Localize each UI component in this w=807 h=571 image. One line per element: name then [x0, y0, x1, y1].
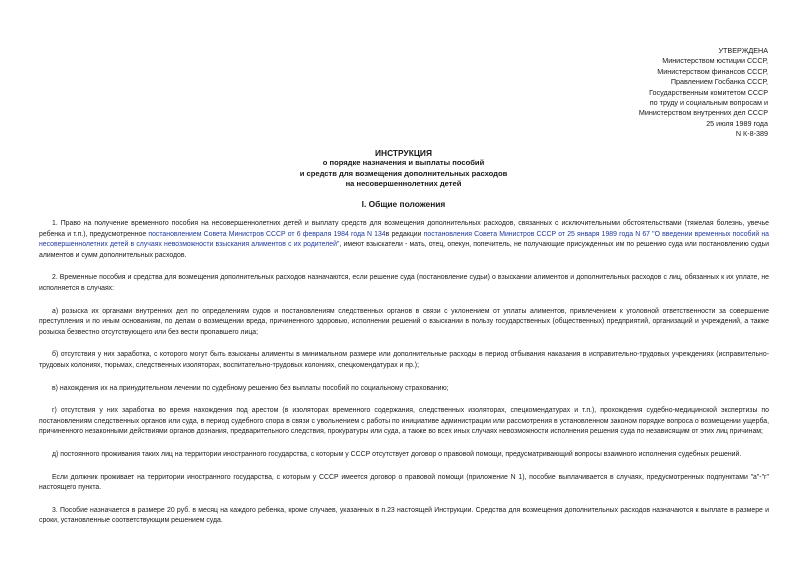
paragraph-2: 2. Временные пособия и средства для возмещения дополнительных расходов назначаются, если решение суда (постановление судьи) о взыскании алиментов и дополнительных расходов с лиц, обязанных к их уплате, не исполняется в случаях:: [39, 274, 769, 292]
paragraph-2a: а) розыска их органами внутренних дел по определениям судов и постановлениям следственных органов в связи с уклонением от уплаты алиментов, привлечением к уголовной ответственности за совершение преступления и по иным основаниям, по делам о возмещении вреда, причиненного здоровью, исполнении решений о взыскании в пользу государственных (общественных) предприятий, организаций и учреждений, а также розыска безвестно отсутствующего или без вести пропавшего лица;: [39, 307, 769, 336]
approval-line: Правлением Госбанка СССР,: [670, 77, 768, 87]
title-line: о порядке назначения и выплаты пособий: [322, 158, 485, 168]
document-body: [39, 219, 769, 531]
paragraph-text: , имеют взыскатели - мать, отец, опекун, попечитель, не получающие присужденных им по решению суда или постановлению судьи алиментов и сумм дополнительных расходов.: [39, 241, 769, 259]
paragraph-3: 3. Пособие назначается в размере 20 руб. в месяц на каждого ребенка, кроме случаев, указанных в п.23 настоящей Инструкции. Средства для возмещения дополнительных расходов назначаются к выплате в размере и сроки, установленные соответствующим решением суда.: [39, 506, 769, 525]
paragraph-1: [39, 219, 769, 261]
approval-line: Министерством внутренних дел СССР: [638, 108, 768, 118]
decree-1989-link[interactable]: постановления Совета Министров СССР от 25 января 1989 года N 67 "О введении временных пособий на несовершеннолетних детей в случаях невозможности взыскания алиментов с их родителей": [39, 230, 769, 249]
paragraph-text: в редакции: [385, 230, 424, 238]
approval-line: УТВЕРЖДЕНА: [718, 46, 768, 55]
paragraph-2g: г) отсутствия у них заработка во время нахождения под арестом (в изоляторах временного содержания, следственных изоляторах, спецкомендатурах и т.п.), прохождения судебно-медицинской экспертизы по постановлениям следственных органов или суда, в период судебного спора в связи с увольнением с работы по инициативе администрации или рассмотрения в установленном законом порядке вопроса о возмещении ущерба, причиненного незаконными действиями органов дознания, предварительного следствия, прокуратуры или суда, а также во всех иных случаях невозможности исполнения решения суда по независящим от этих лиц причинам;: [39, 407, 769, 436]
title-line: ИНСТРУКЦИЯ: [375, 148, 432, 158]
approval-line: Министерством юстиции СССР,: [662, 56, 768, 66]
paragraph-2v: в) нахождения их на принудительном лечении по судебному решению без выплаты пособий по социальному страхованию;: [52, 384, 449, 392]
title-line: на несовершеннолетних детей: [345, 178, 462, 188]
decree-1984-link[interactable]: постановлением Совета Министров СССР от 6 февраля 1984 года N 134: [148, 230, 386, 238]
paragraph-2b: б) отсутствия у них заработка, с которого могут быть взысканы алименты в минимальном размере или дополнительные расходы в период отбывания наказания в исправительно-трудовых учреждениях (исправительно-трудовых колониях, тюрьмах, следственных изоляторах, воспитательно-трудовых колониях, спецкомендатурах и пр.);: [39, 351, 769, 369]
approval-line: Государственным комитетом СССР: [649, 87, 768, 97]
approval-line: Министерством финансов СССР,: [657, 66, 768, 76]
title-line: и средств для возмещения дополнительных расходов: [299, 168, 508, 178]
paragraph-2d: д) постоянного проживания таких лиц на территории иностранного государства, с которым у СССР отсутствует договор о правовой помощи, предусматривающий вопросы взаимного исполнения судебных решений.: [52, 450, 742, 458]
document-title: [0, 148, 807, 189]
approval-line: по труду и социальным вопросам и: [649, 98, 768, 108]
paragraph-text: 1. Право на получение временного пособия на несовершеннолетних детей и выплату средств для возмещения дополнительных расходов, связанных с исключительными обстоятельствами (тяжелая болезнь, увечье ребенка и т.п.), предусмотренное: [39, 220, 769, 238]
approval-date: 25 июля 1989 года: [706, 118, 768, 128]
section-heading: I. Общие положения: [361, 199, 446, 209]
paragraph-2-note: Если должник проживает на территории иностранного государства, с которым у СССР имеется договор о правовой помощи (приложение N 1), пособие выплачивается в случаях, предусмотренных подпунктами "а"-"г" настоящего пункта.: [39, 473, 769, 492]
approval-number: N К-8-389: [735, 129, 768, 139]
approval-stamp: [468, 46, 768, 140]
